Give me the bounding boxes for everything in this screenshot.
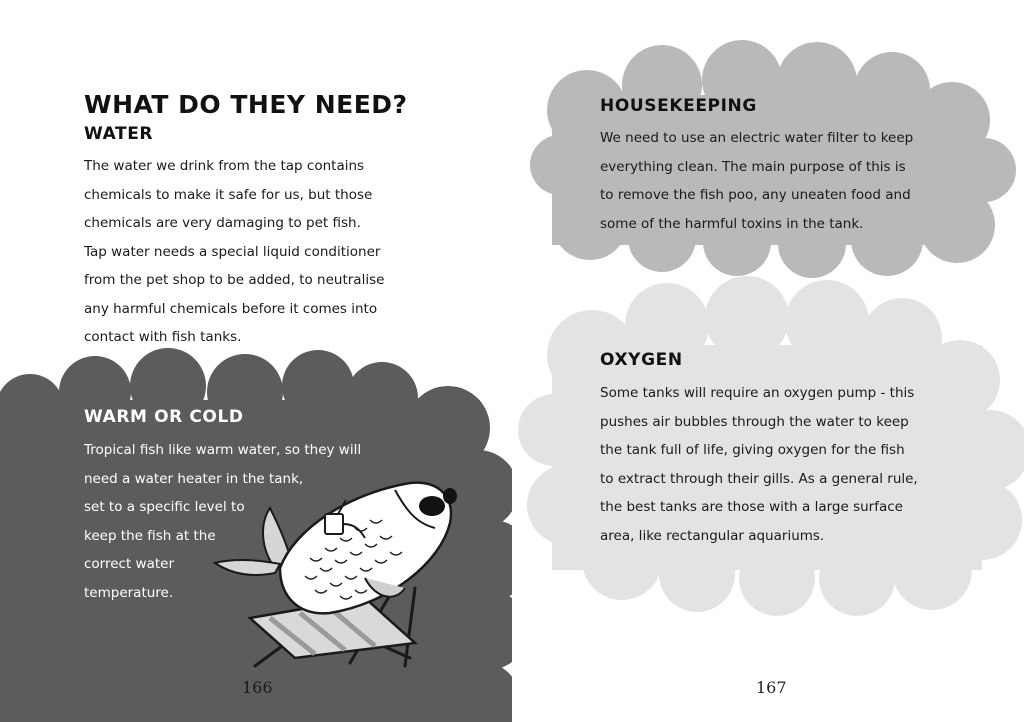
- text-line: set to a specific level to: [84, 499, 245, 515]
- text-line: We need to use an electric water filter to keep: [600, 130, 914, 146]
- page-number-left: 166: [242, 678, 273, 697]
- oxygen-heading: OXYGEN: [600, 350, 683, 370]
- text-line: contact with fish tanks.: [84, 329, 242, 345]
- text-line: correct water: [84, 556, 175, 572]
- text-line: Tap water needs a special liquid conditioner: [84, 243, 381, 260]
- text-line: from the pet shop to be added, to neutralise: [84, 272, 385, 288]
- water-heading: WATER: [84, 124, 154, 144]
- page-title: WHAT DO THEY NEED?: [84, 90, 408, 119]
- text-line: need a water heater in the tank,: [84, 470, 304, 487]
- warm-heading: WARM OR COLD: [84, 407, 244, 427]
- text-line: Tropical fish like warm water, so they will: [84, 442, 362, 458]
- oxygen-paragraph: [600, 379, 918, 550]
- housekeeping-paragraph: [600, 124, 913, 238]
- text-line: chemicals are very damaging to pet fish.: [84, 215, 361, 231]
- clouds-right: [512, 0, 1024, 722]
- text-line: pushes air bubbles through the water to keep: [600, 413, 909, 430]
- text-line: keep the fish at the: [84, 527, 216, 544]
- warm-paragraph: [84, 436, 361, 607]
- text-line: The water we drink from the tap contains: [84, 158, 365, 174]
- text-line: Some tanks will require an oxygen pump - this: [600, 385, 915, 401]
- text-line: to extract through their gills. As a general rule,: [600, 470, 918, 487]
- text-line: the best tanks are those with a large surface: [600, 499, 903, 515]
- text-line: temperature.: [84, 584, 174, 601]
- text-line: some of the harmful toxins in the tank.: [600, 215, 864, 232]
- text-line: the tank full of life, giving oxygen for the fish: [600, 442, 905, 458]
- right-page: [512, 0, 1024, 722]
- text-line: area, like rectangular aquariums.: [600, 527, 825, 544]
- text-line: chemicals to make it safe for us, but those: [84, 186, 373, 203]
- text-line: to remove the fish poo, any uneaten food and: [600, 187, 911, 203]
- housekeeping-heading: HOUSEKEEPING: [600, 96, 757, 116]
- page-number-right: 167: [756, 678, 787, 697]
- text-line: any harmful chemicals before it comes into: [84, 300, 378, 317]
- text-line: everything clean. The main purpose of this is: [600, 158, 906, 175]
